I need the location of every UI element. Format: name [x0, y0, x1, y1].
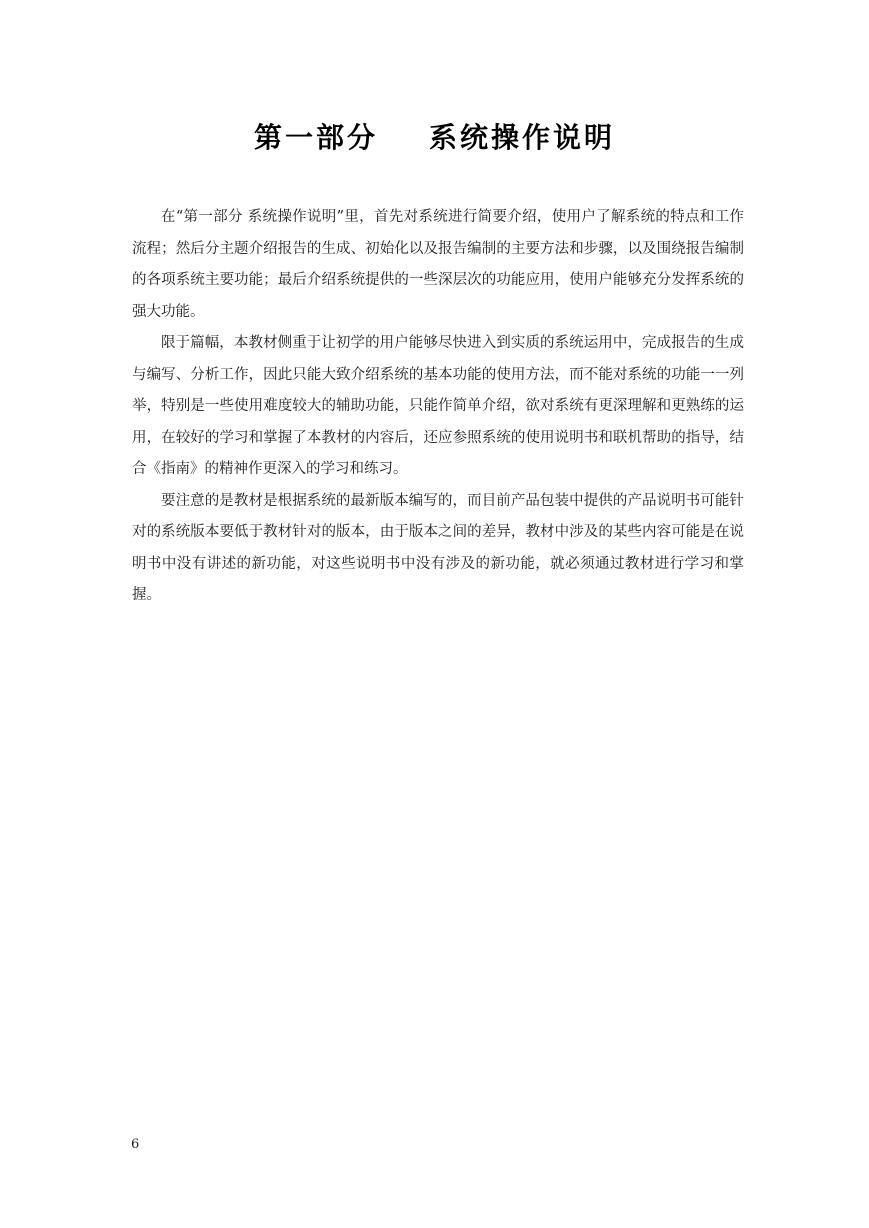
page-title: 第一部分 系统操作说明 [254, 121, 615, 154]
paragraph-2: 限于篇幅，本教材侧重于让初学的用户能够尽快进入到实质的系统运用中，完成报告的生成与编写、分析工作，因此只能大致介绍系统的基本功能的使用方法，而不能对系统的功能一一列举，特别是一些使用难度较大的辅助功能，只能作简单介绍，欲对系统有更深理解和更熟练的运用，在较好的学习和掌握了本教材的内容后，还应参照系统的使用说明书和联机帮助的指导，结合《指南》的精神作更深入的学习和练习。 [132, 335, 744, 477]
paragraph-3: 要注意的是教材是根据系统的最新版本编写的，而目前产品包装中提供的产品说明书可能针对的系统版本要低于教材针对的版本，由于版本之间的差异，教材中涉及的某些内容可能是在说明书中没有讲述的新功能，对这些说明书中没有涉及的新功能，就必须通过教材进行学习和掌握。 [132, 492, 744, 603]
paragraph-1: 在“第一部分 系统操作说明”里，首先对系统进行简要介绍，使用户了解系统的特点和工作流程；然后分主题介绍报告的生成、初始化以及报告编制的主要方法和步骤，以及围绕报告编制的各项系统主要功能；最后介绍系统提供的一些深层次的功能应用，使用户能够充分发挥系统的强大功能。 [132, 209, 744, 320]
page-number: 6 [131, 1137, 140, 1152]
body-text [132, 202, 744, 612]
